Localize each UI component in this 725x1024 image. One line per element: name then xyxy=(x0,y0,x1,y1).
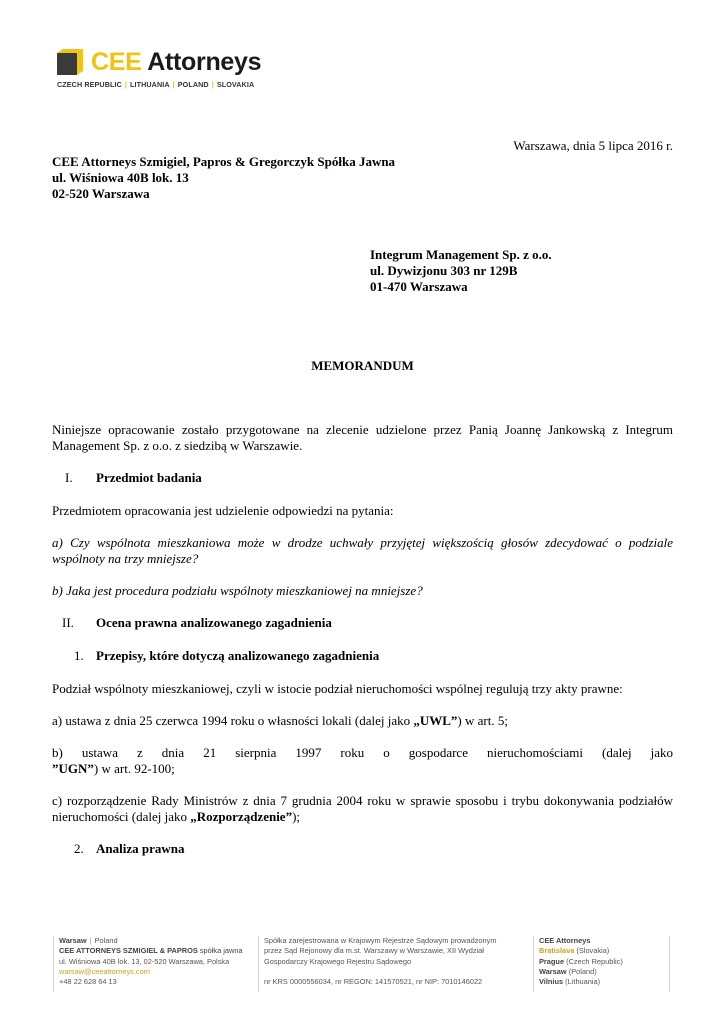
recipient-name: Integrum Management Sp. z o.o. xyxy=(370,247,552,262)
question-a: a) Czy wspólnota mieszkaniowa może w drodze uchwały przyjętej większością głosów zdecydować o podziale wspólnoty na trzy mniejsze? xyxy=(52,535,673,566)
subsection-2-heading: Analiza prawna xyxy=(96,841,185,856)
company-logo-icon xyxy=(57,49,83,75)
subsection-2-number: 2. xyxy=(74,841,84,856)
sender-name: CEE Attorneys Szmigiel, Papros & Gregorczyk Spółka Jawna xyxy=(52,154,396,169)
sender-city: 02-520 Warszawa xyxy=(52,186,150,201)
subsection-1-number: 1. xyxy=(74,648,84,663)
document-title: MEMORANDUM xyxy=(311,358,414,373)
recipient-street: ul. Dywizjonu 303 nr 129B xyxy=(370,263,518,278)
section-1-number: I. xyxy=(65,470,73,485)
legal-act-a: a) ustawa z dnia 25 czerwca 1994 roku o własności lokali (dalej jako „UWL”) w art. 5; xyxy=(52,713,508,728)
section-2-number: II. xyxy=(62,615,74,630)
footer-offices-column: CEE Attorneys Bratislava (Slovakia) Prague (Czech Republic) Warsaw (Poland) Vilnius (Lithuania) xyxy=(533,936,670,992)
legal-act-c-line1: c) rozporządzenie Rady Ministrów z dnia 7 grudnia 2004 roku w sprawie sposobu i trybu dokonywania podziałów xyxy=(52,793,673,808)
sender-street: ul. Wiśniowa 40B lok. 13 xyxy=(52,170,189,185)
intro-paragraph: Niniejsze opracowanie zostało przygotowane na zlecenie udzielone przez Panią Joannę Jankowską z Integrum Management Sp. z o.o. z siedzibą w Warszawie. xyxy=(52,422,673,453)
legal-acts-lead: Podział wspólnoty mieszkaniowej, czyli w istocie podział nieruchomości wspólnej regulują trzy akty prawne: xyxy=(52,681,623,696)
recipient-city: 01-470 Warszawa xyxy=(370,279,468,294)
logo-countries: CZECH REPUBLIC | LITHUANIA | POLAND | SLOVAKIA xyxy=(57,80,255,89)
footer-office-column: Warsaw | Poland CEE ATTORNEYS SZMIGIEL & PAPROS spółka jawna ul. Wiśniowa 40B lok. 13, 02-520 Warszawa, Polska warsaw@ceeattorneys.com +48 22 628 64 13 xyxy=(53,936,259,992)
legal-act-b-line2: ”UGN”) w art. 92-100; xyxy=(52,761,175,776)
page-footer xyxy=(53,936,673,992)
date-line: Warszawa, dnia 5 lipca 2016 r. xyxy=(513,138,673,153)
footer-email-link[interactable]: warsaw@ceeattorneys.com xyxy=(59,966,150,976)
legal-act-c-line2: nieruchomości (dalej jako „Rozporządzenie”); xyxy=(52,809,301,824)
company-logo-text: CEE Attorneys xyxy=(91,48,262,76)
section-1-heading: Przedmiot badania xyxy=(96,470,202,485)
question-b: b) Jaka jest procedura podziału wspólnoty mieszkaniowej na mniejsze? xyxy=(52,583,423,598)
footer-registration-column: Spółka zarejestrowana w Krajowym Rejestrze Sądowym prowadzonym przez Sąd Rejonowy dla m.st. Warszawy w Warszawie, XII Wydział Gospodarczy Krajowego Rejestru Sądowego nr KRS 0000556034, nr REGON: 141570521, nr NIP: 7010146022 xyxy=(258,936,529,992)
legal-act-b-line1: b) ustawa z dnia 21 sierpnia 1997 roku o gospodarce nieruchomościami (dalej jako xyxy=(52,745,674,760)
subsection-1-heading: Przepisy, które dotyczą analizowanego zagadnienia xyxy=(96,648,380,663)
section-2-heading: Ocena prawna analizowanego zagadnienia xyxy=(96,615,332,630)
section-1-lead: Przedmiotem opracowania jest udzielenie odpowiedzi na pytania: xyxy=(52,503,394,518)
